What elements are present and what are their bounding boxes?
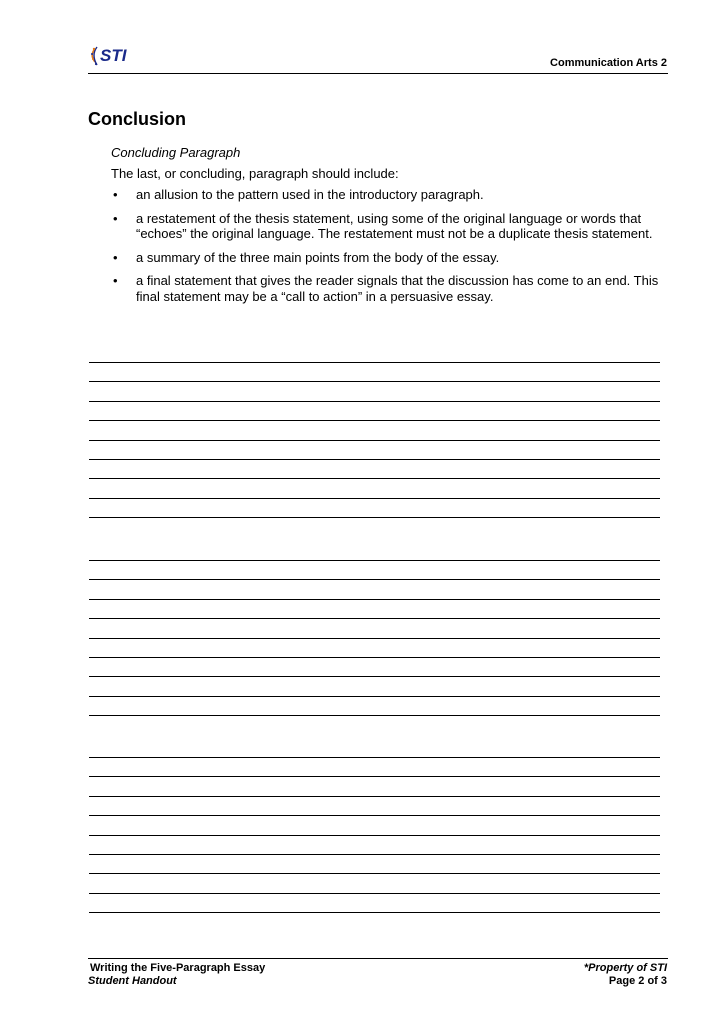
writing-line[interactable] (89, 696, 660, 697)
course-title: Communication Arts 2 (550, 57, 667, 69)
section-content (111, 145, 671, 312)
logo-text: STI (100, 46, 127, 65)
bullet-item: • a final statement that gives the reader signals that the discussion has come to an end. This final statement may be a “call to action” in a persuasive essay. (111, 273, 671, 304)
writing-line[interactable] (89, 440, 660, 441)
writing-line[interactable] (89, 517, 660, 518)
writing-line[interactable] (89, 638, 660, 639)
footer-document-title: Writing the Five-Paragraph Essay (90, 962, 266, 974)
section-subtitle: Concluding Paragraph (111, 145, 241, 160)
writing-line[interactable] (89, 362, 660, 363)
footer-property-note: *Property of STI (583, 962, 667, 974)
writing-line[interactable] (89, 815, 660, 816)
writing-line[interactable] (89, 560, 660, 561)
writing-line[interactable] (89, 715, 660, 716)
writing-line[interactable] (89, 401, 660, 402)
writing-line[interactable] (89, 676, 660, 677)
bullet-item: • an allusion to the pattern used in the introductory paragraph. (111, 187, 671, 203)
writing-line[interactable] (89, 657, 660, 658)
writing-line[interactable] (89, 912, 660, 913)
writing-line[interactable] (89, 459, 660, 460)
footer-divider (88, 958, 668, 959)
writing-line[interactable] (89, 498, 660, 499)
writing-line[interactable] (89, 835, 660, 836)
bullet-item: • a summary of the three main points from the body of the essay. (111, 250, 671, 266)
writing-line[interactable] (89, 599, 660, 600)
bullet-item: • a restatement of the thesis statement, using some of the original language or words that “echoes” the original language. The restatement must not be a duplicate thesis statement. (111, 211, 671, 242)
writing-line[interactable] (89, 420, 660, 421)
writing-line[interactable] (89, 757, 660, 758)
bullet-list (111, 187, 671, 304)
writing-line[interactable] (89, 478, 660, 479)
writing-line[interactable] (89, 579, 660, 580)
writing-line[interactable] (89, 776, 660, 777)
writing-line[interactable] (89, 893, 660, 894)
section-title: Conclusion (88, 109, 186, 129)
writing-line[interactable] (89, 381, 660, 382)
writing-line[interactable] (89, 618, 660, 619)
footer-handout-label: Student Handout (88, 975, 177, 987)
header-divider (88, 73, 668, 74)
logo-swirl-icon (91, 47, 97, 65)
writing-line[interactable] (89, 796, 660, 797)
section-intro: The last, or concluding, paragraph should include: (111, 165, 399, 181)
writing-line[interactable] (89, 873, 660, 874)
sti-logo (88, 40, 146, 70)
footer-page-number: Page 2 of 3 (608, 975, 667, 987)
writing-line[interactable] (89, 854, 660, 855)
